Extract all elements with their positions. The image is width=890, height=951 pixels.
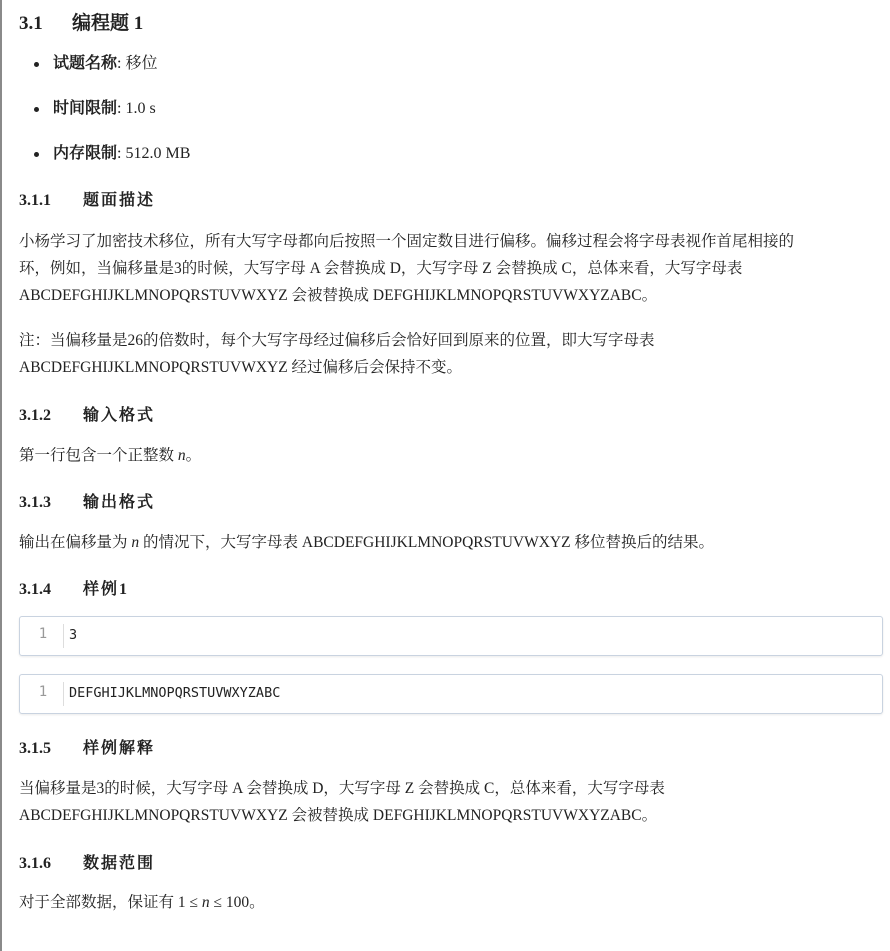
section-heading-sample [19, 576, 129, 599]
meta-sep: : [117, 55, 126, 72]
section-title: 输入格式 [83, 407, 156, 424]
range-paragraph: 对于全部数据，保证有 1 ≤ n ≤ 100。 [19, 894, 265, 911]
line-number: 1 [38, 684, 48, 700]
section-title: 数据范围 [83, 855, 156, 872]
meta-key: 试题名称 [53, 55, 118, 72]
output-format-paragraph: 输出在偏移量为 n 的情况下，大写字母表 ABCDEFGHIJKLMNOPQRSTUVWXYZ 移位替换后的结果。 [19, 534, 714, 551]
bullet-icon [34, 152, 39, 157]
meta-value: 1.0 s [125, 100, 156, 117]
section-number: 3.1.1 [19, 192, 51, 209]
section-heading-input [19, 402, 155, 425]
bullet-icon [34, 107, 39, 112]
line-number: 1 [38, 626, 48, 642]
meta-item-memory [19, 142, 190, 166]
bullet-icon [34, 62, 39, 67]
section-heading-explanation [19, 735, 155, 758]
section-number: 3.1.4 [19, 581, 51, 598]
problem-heading [19, 8, 143, 35]
meta-key: 内存限制 [53, 145, 118, 162]
sample-output-code[interactable]: DEFGHIJKLMNOPQRSTUVWXYZABC [69, 685, 281, 701]
description-paragraph: 小杨学习了加密技术移位，所有大写字母都向后按照一个固定数目进行偏移。偏移过程会将字母表视作首尾相接的 环，例如，当偏移量是3的时候，大写字母 A 会替换成 D，大写字母 Z 会替换成 C，总体来看，大写字母表 ABCDEFGHIJKLMNOPQRSTUVWXYZ 会被替换成 DEFGHIJKLMNOPQRSTUVWXYZABC。 [19, 233, 795, 304]
page-left-border [0, 0, 2, 951]
meta-sep: : [117, 145, 126, 162]
explanation-paragraph: 当偏移量是3的时候，大写字母 A 会替换成 D，大写字母 Z 会替换成 C，总体来看，大写字母表 ABCDEFGHIJKLMNOPQRSTUVWXYZ 会被替换成 DEFGHIJKLMNOPQRSTUVWXYZABC。 [19, 780, 665, 824]
meta-sep: : [117, 100, 126, 117]
problem-number: 3.1 [19, 13, 43, 34]
sample-output-box[interactable] [19, 674, 883, 714]
sample-input-box[interactable] [19, 616, 883, 656]
sample-input-code[interactable]: 3 [69, 627, 78, 643]
gutter-divider [63, 682, 64, 706]
meta-value: 移位 [125, 55, 158, 72]
meta-key: 时间限制 [53, 100, 118, 117]
note-paragraph: 注：当偏移量是26的倍数时，每个大写字母经过偏移后会恰好回到原来的位置，即大写字母表 ABCDEFGHIJKLMNOPQRSTUVWXYZ 经过偏移后会保持不变。 [19, 332, 655, 376]
section-title: 题面描述 [83, 192, 156, 209]
section-title: 样例1 [83, 581, 130, 598]
meta-item-name [19, 52, 190, 76]
math-var: n [131, 534, 140, 551]
section-title: 样例解释 [83, 740, 156, 757]
section-heading-range [19, 850, 155, 873]
section-number: 3.1.2 [19, 407, 51, 424]
math-var: n [201, 894, 210, 911]
problem-meta-list [19, 52, 190, 187]
problem-title: 编程题 1 [72, 13, 144, 34]
section-number: 3.1.3 [19, 494, 51, 511]
meta-value: 512.0 MB [125, 145, 191, 162]
section-heading-description [19, 187, 155, 210]
input-format-paragraph: 第一行包含一个正整数 n。 [19, 447, 202, 464]
section-title: 输出格式 [83, 494, 156, 511]
section-number: 3.1.6 [19, 855, 51, 872]
math-var: n [177, 447, 186, 464]
gutter-divider [63, 624, 64, 648]
meta-item-time [19, 97, 190, 121]
section-number: 3.1.5 [19, 740, 51, 757]
section-heading-output [19, 489, 155, 512]
